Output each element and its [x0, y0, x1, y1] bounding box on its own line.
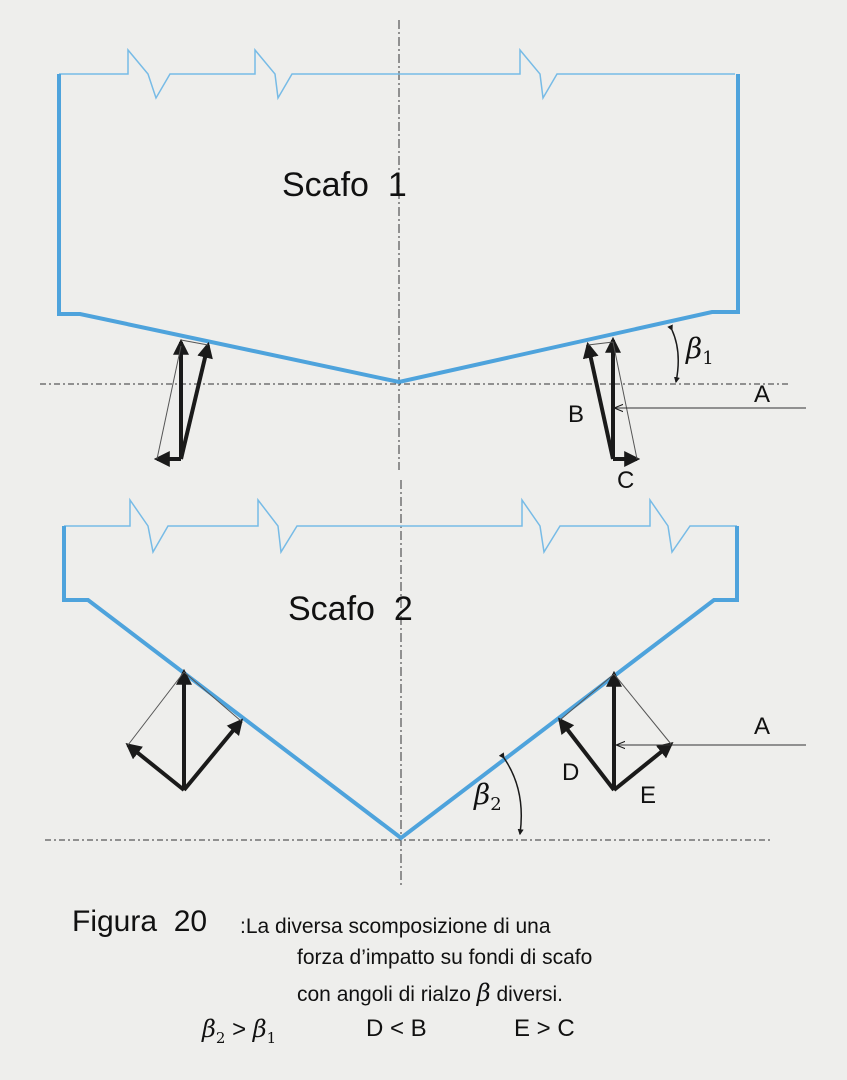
hull-1-top-edge: [59, 50, 735, 98]
relation-gt: >: [232, 1016, 247, 1043]
label-B: B: [568, 401, 585, 428]
force-decomposition-hull-1-left: [157, 340, 208, 459]
caption-beta-symbol: β: [476, 979, 491, 1007]
caption-line-2: forza d’impatto su fondi di scafo: [297, 946, 593, 969]
force-decomposition-hull-2-left: [128, 672, 241, 790]
relation-beta2: β: [202, 1015, 216, 1043]
relation-beta2-sub: 2: [215, 1028, 226, 1047]
relation-beta1-sub: 1: [266, 1028, 277, 1047]
label-D: D: [562, 759, 580, 786]
angle-beta-1: [672, 330, 678, 382]
relation-e-c: E > C: [514, 1015, 575, 1042]
label-beta-2: $\beta_2$: [474, 778, 502, 815]
angle-beta-2: [504, 758, 521, 834]
figure-number: Figura 20: [72, 905, 208, 938]
label-A-hull-1: A: [754, 381, 771, 408]
caption-line-3: [297, 978, 563, 1010]
caption-line-3-post: diversi.: [496, 983, 564, 1006]
label-E: E: [640, 782, 657, 809]
caption-line-1: :La diversa scomposizione di una: [240, 915, 551, 938]
label-A-hull-2: A: [754, 713, 771, 740]
relation-beta1: β: [252, 1015, 267, 1043]
label-C: C: [617, 467, 635, 494]
caption-line-3-pre: con angoli di rialzo: [297, 983, 471, 1006]
relation-d-b: D < B: [366, 1015, 427, 1042]
label-beta-1: $\beta_1$: [686, 332, 714, 369]
hull-1-label: Scafo 1: [282, 166, 407, 204]
relation-beta: [202, 1015, 276, 1047]
hull-2-label: Scafo 2: [288, 590, 413, 628]
force-vector-B: [588, 345, 613, 459]
